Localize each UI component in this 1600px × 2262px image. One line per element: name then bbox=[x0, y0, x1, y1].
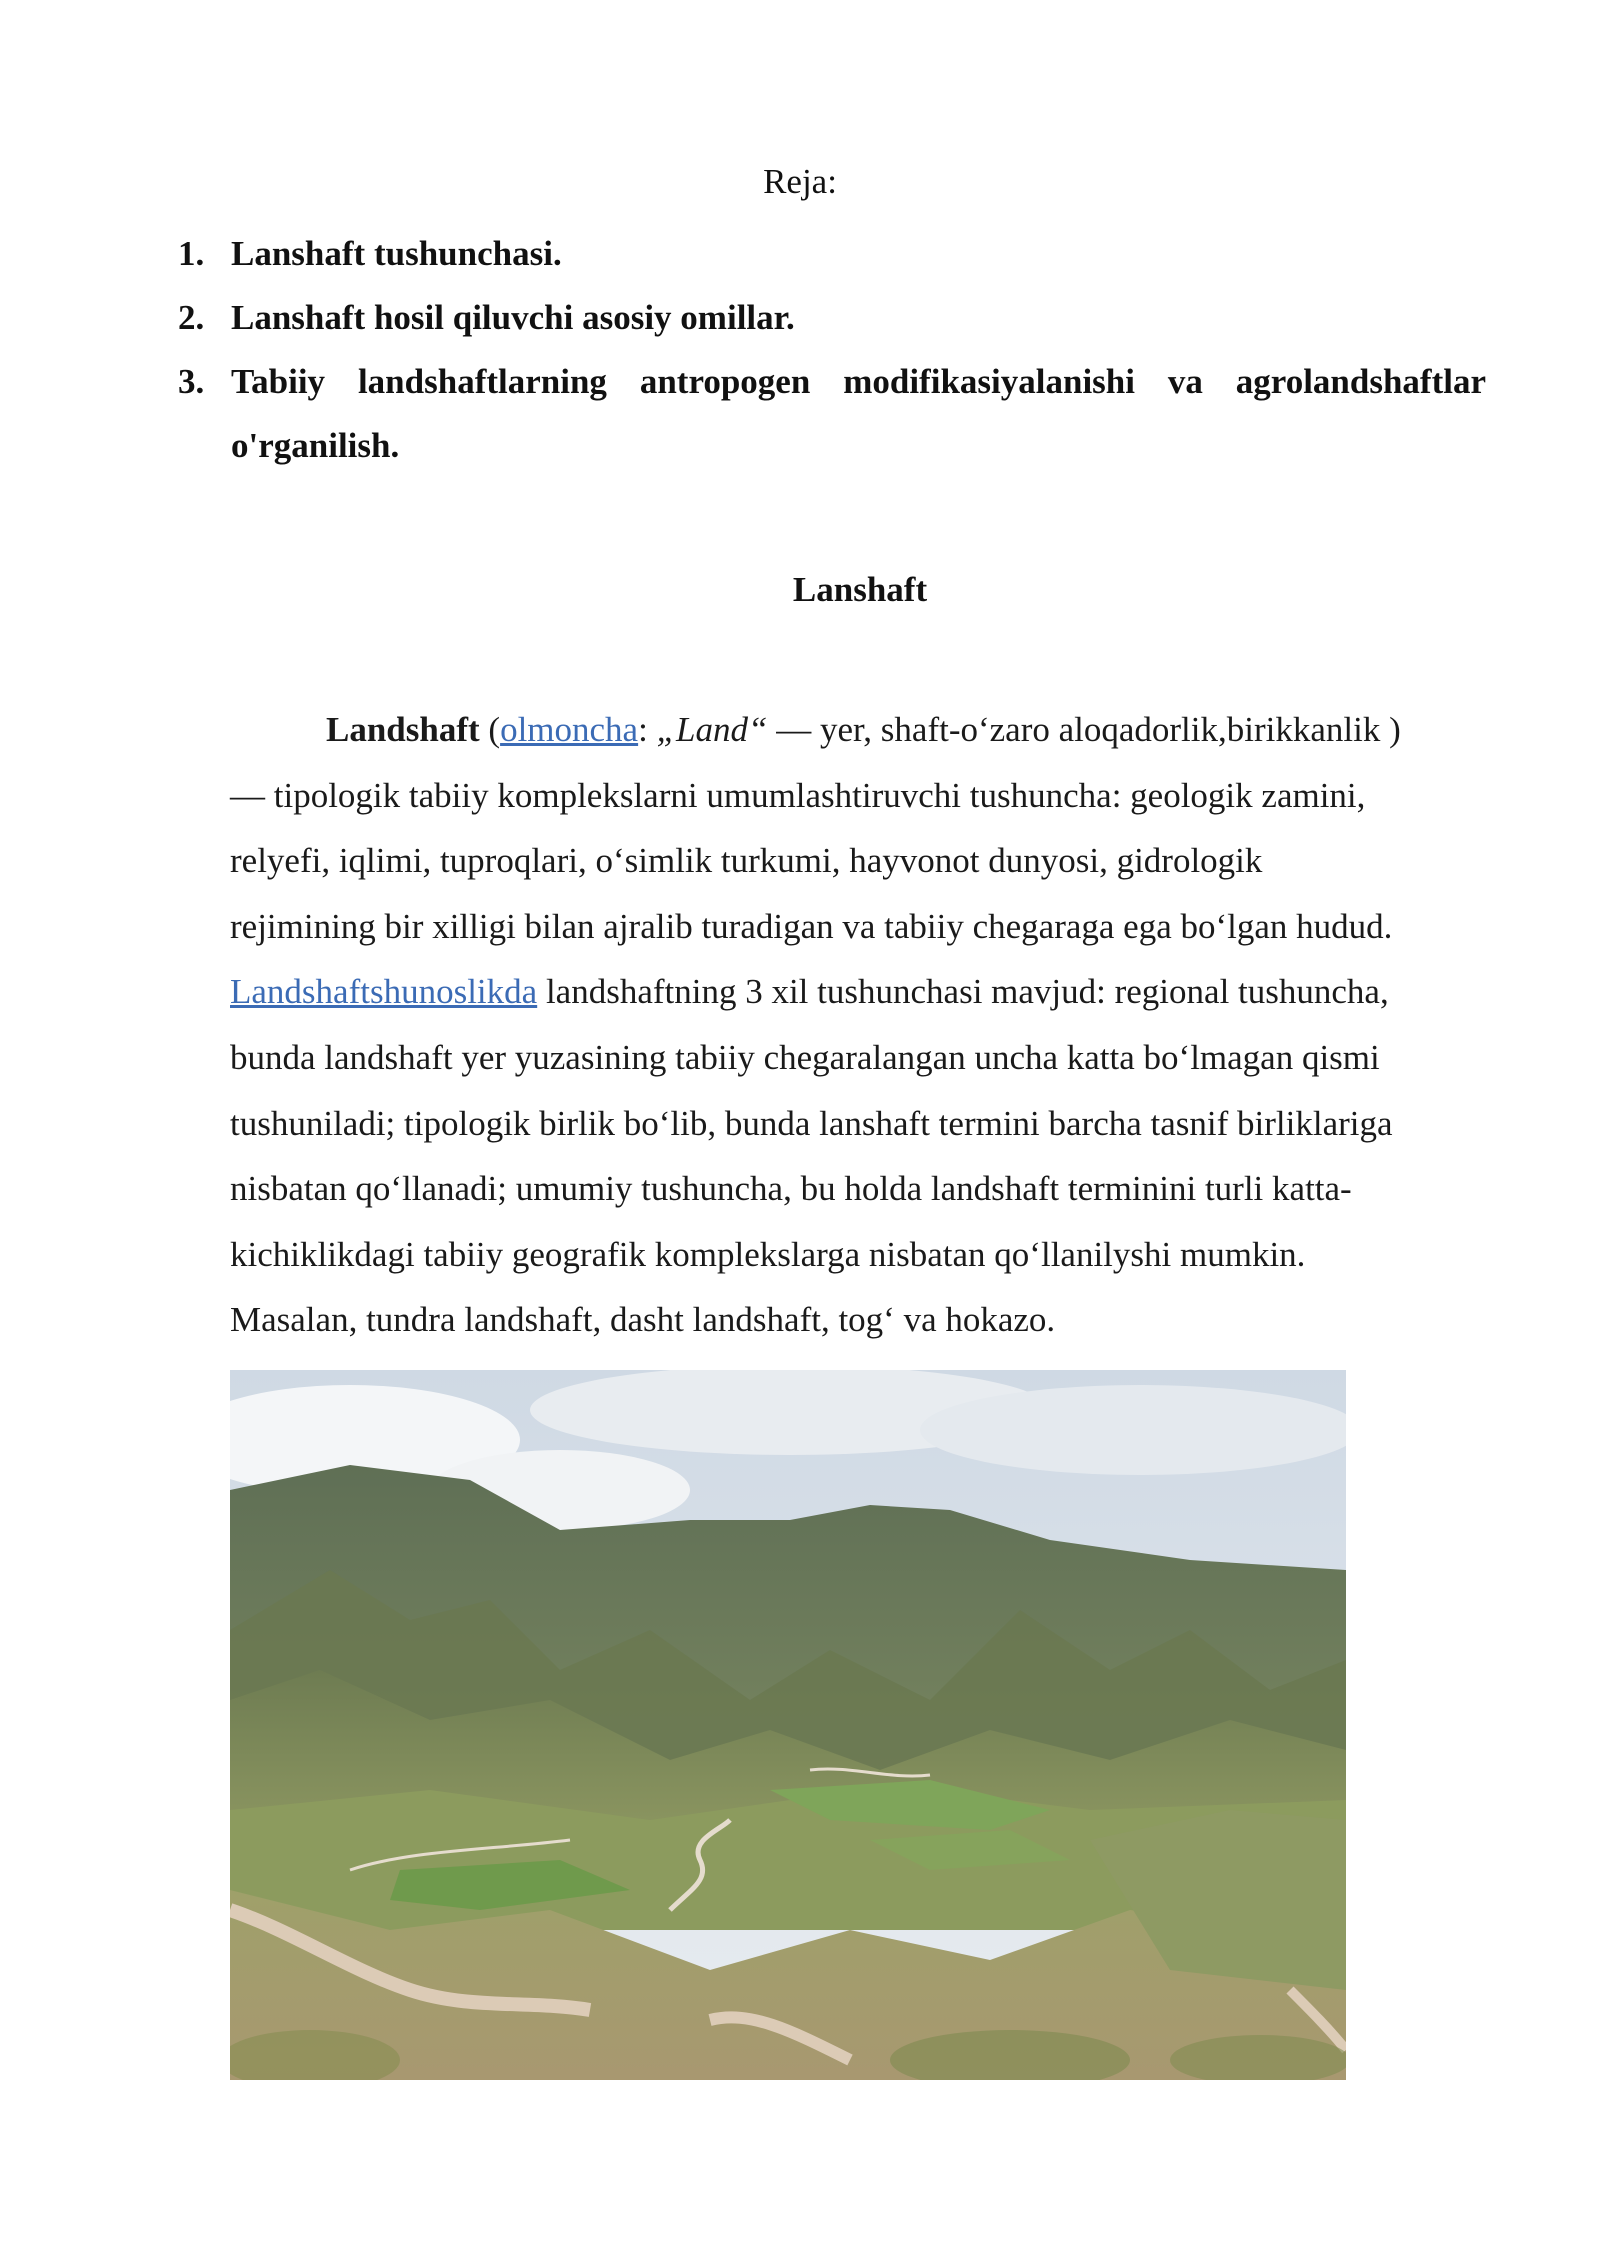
paragraph-line-rest: landshaftning 3 xil tushunchasi mavjud: regional tushuncha, bbox=[537, 972, 1389, 1012]
paragraph-line: nisbatan qo‘llanadi; umumiy tushuncha, bu holda landshaft terminini turli katta- bbox=[230, 1169, 1352, 1209]
plan-item-2 bbox=[178, 286, 1486, 350]
plan-item-number: 3. bbox=[178, 362, 205, 401]
term-bold: Landshaft bbox=[326, 710, 480, 749]
paren-open: ( bbox=[479, 710, 501, 749]
plan-item-3 bbox=[178, 350, 1486, 478]
paragraph-line: rejimining bir xilligi bilan ajralib turadigan va tabiiy chegaraga ega bo‘lgan hudud. bbox=[230, 906, 1393, 946]
paragraph-line: Masalan, tundra landshaft, dasht landshaft, tog‘ va hokazo. bbox=[230, 1300, 1056, 1340]
plan-item-1 bbox=[178, 222, 1486, 286]
landscape-science-link[interactable]: Landshaftshunoslikda bbox=[230, 972, 538, 1012]
landscape-photo bbox=[230, 1370, 1346, 2080]
etymology-rest: — yer, shaft-o‘zaro aloqadorlik,birikkanlik ) bbox=[767, 710, 1401, 749]
section-heading: Lanshaft bbox=[792, 570, 928, 609]
plan-list bbox=[178, 222, 1486, 478]
paragraph-line: relyefi, iqlimi, tuproqlari, o‘simlik turkumi, hayvonot dunyosi, gidrologik bbox=[230, 841, 1263, 881]
language-link[interactable]: olmoncha bbox=[500, 710, 639, 749]
plan-item-number: 1. bbox=[178, 234, 205, 273]
paragraph-line: kichiklikdagi tabiiy geografik komplekslarga nisbatan qo‘llanilyshi mumkin. bbox=[230, 1234, 1306, 1274]
plan-item-text-continued: o'rganilish. bbox=[231, 426, 400, 465]
paragraph-line: bunda landshaft yer yuzasining tabiiy chegaralangan uncha katta bo‘lmagan qismi bbox=[230, 1037, 1380, 1077]
paragraph-line: — tipologik tabiiy komplekslarni umumlashtiruvchi tushuncha: geologik zamini, bbox=[230, 775, 1366, 815]
mountain-valley-image bbox=[230, 1370, 1346, 2080]
etymology-word: „Land“ bbox=[656, 710, 768, 749]
paragraph-line: tushuniladi; tipologik birlik bo‘lib, bunda lanshaft termini barcha tasnif birliklariga bbox=[230, 1103, 1393, 1143]
paragraph-line bbox=[230, 697, 1490, 763]
plan-item-text: Tabiiy landshaftlarning antropogen modifikasiyalanishi va agrolandshaftlar bbox=[231, 362, 1486, 401]
plan-item-text: Lanshaft hosil qiluvchi asosiy omillar. bbox=[231, 298, 795, 337]
plan-item-text: Lanshaft tushunchasi. bbox=[231, 234, 562, 273]
plan-title: Reja: bbox=[763, 162, 837, 201]
body-paragraph bbox=[230, 697, 1490, 1353]
colon-text: : bbox=[638, 710, 657, 749]
paragraph-line bbox=[230, 959, 1490, 1025]
plan-item-number: 2. bbox=[178, 298, 205, 337]
